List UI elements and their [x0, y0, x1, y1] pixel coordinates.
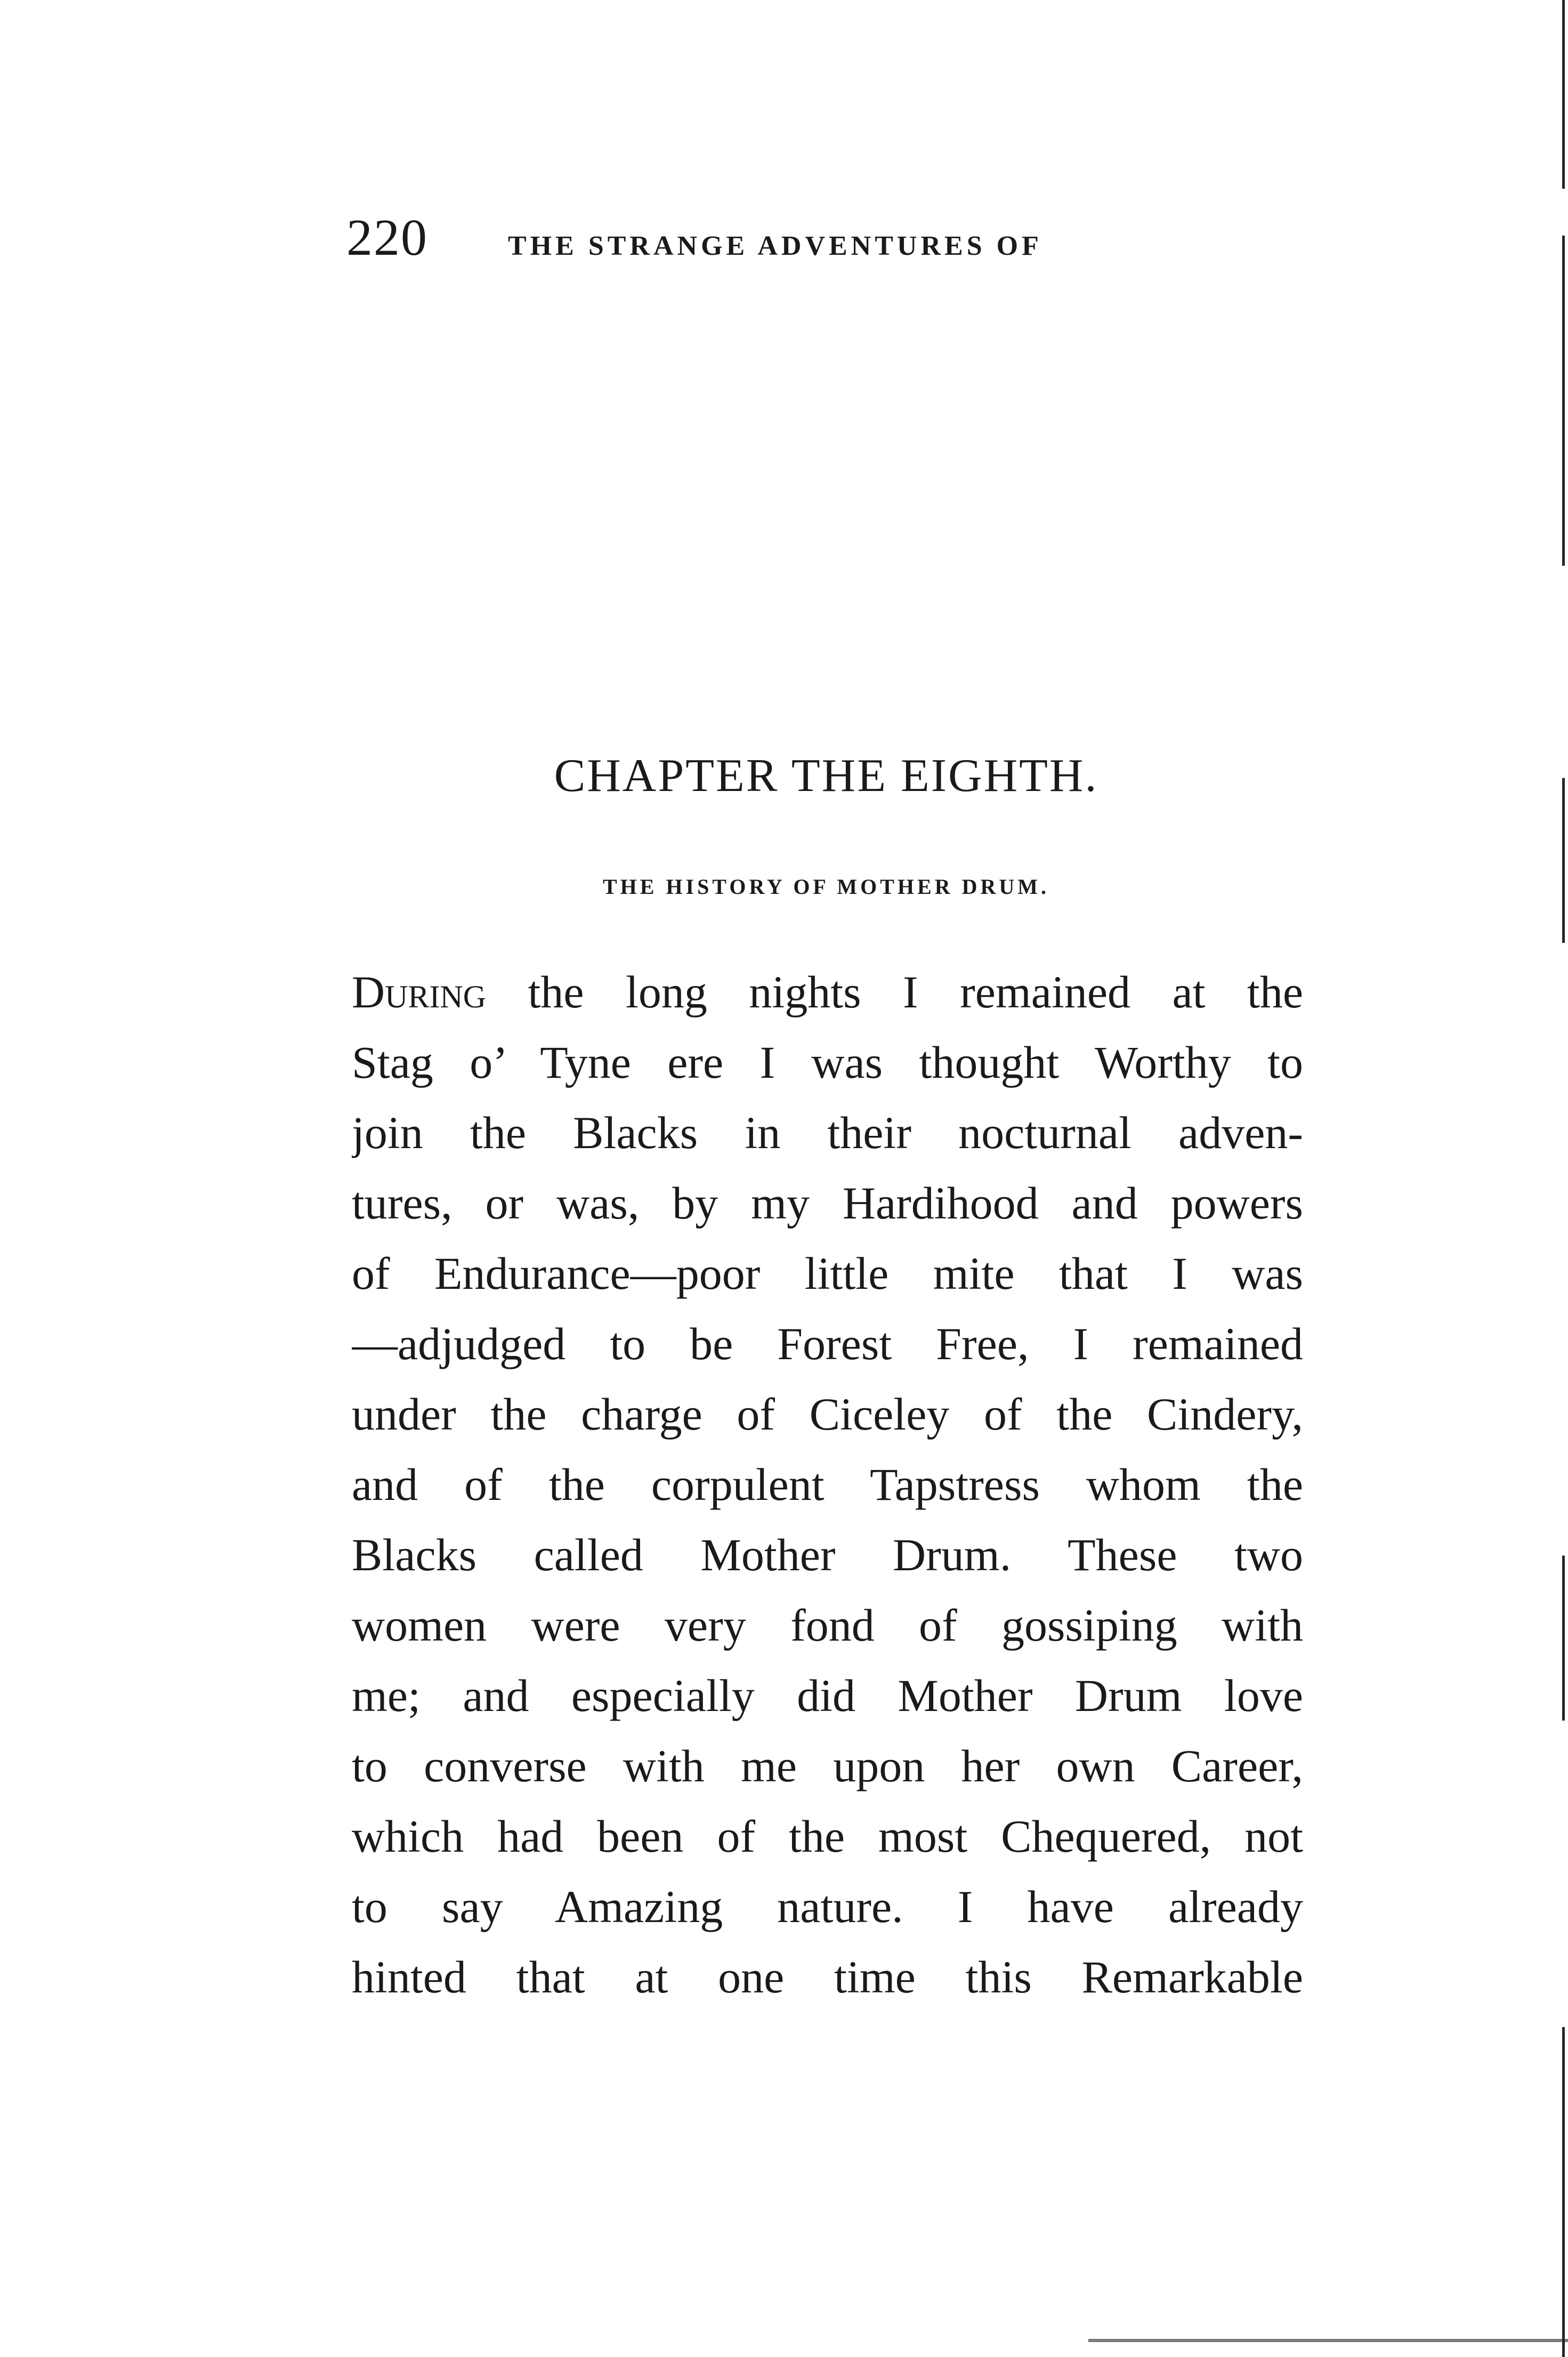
text-line: women were very fond of gossiping with	[352, 1600, 1303, 1651]
text-line: and of the corpulent Tapstress whom the	[352, 1459, 1303, 1510]
chapter-title: CHAPTER THE EIGHTH.	[554, 750, 1098, 802]
text-line: me; and especially did Mother Drum love	[352, 1670, 1303, 1721]
page-bottom-rule	[1088, 2339, 1568, 2342]
page-edge-rule	[1562, 0, 1565, 2357]
text-line: to converse with me upon her own Career,	[352, 1740, 1303, 1791]
text-line: —adjudged to be Forest Free, I remained	[352, 1318, 1303, 1369]
running-head	[346, 208, 1306, 272]
page-number: 220	[346, 209, 428, 267]
text-line: under the charge of Ciceley of the Cindery,	[352, 1389, 1303, 1440]
text-line: of Endurance—poor little mite that I was	[352, 1248, 1303, 1299]
text-line: to say Amazing nature. I have already	[352, 1881, 1303, 1932]
chapter-subtitle: THE HISTORY OF MOTHER DRUM.	[602, 875, 1050, 899]
text-line: During the long nights I remained at the	[352, 966, 1303, 1018]
text-line: hinted that at one time this Remarkable	[352, 1951, 1303, 2003]
text-line: join the Blacks in their nocturnal adven-	[352, 1107, 1303, 1158]
body-paragraph	[352, 957, 1303, 2012]
text-line: Blacks called Mother Drum. These two	[352, 1529, 1303, 1580]
running-title: THE STRANGE ADVENTURES OF	[508, 231, 1042, 261]
text-line: which had been of the most Chequered, not	[352, 1811, 1303, 1862]
text-line: Stag o’ Tyne ere I was thought Worthy to	[352, 1037, 1303, 1088]
text-line: tures, or was, by my Hardihood and powers	[352, 1177, 1303, 1229]
drop-word: During	[352, 966, 487, 1018]
